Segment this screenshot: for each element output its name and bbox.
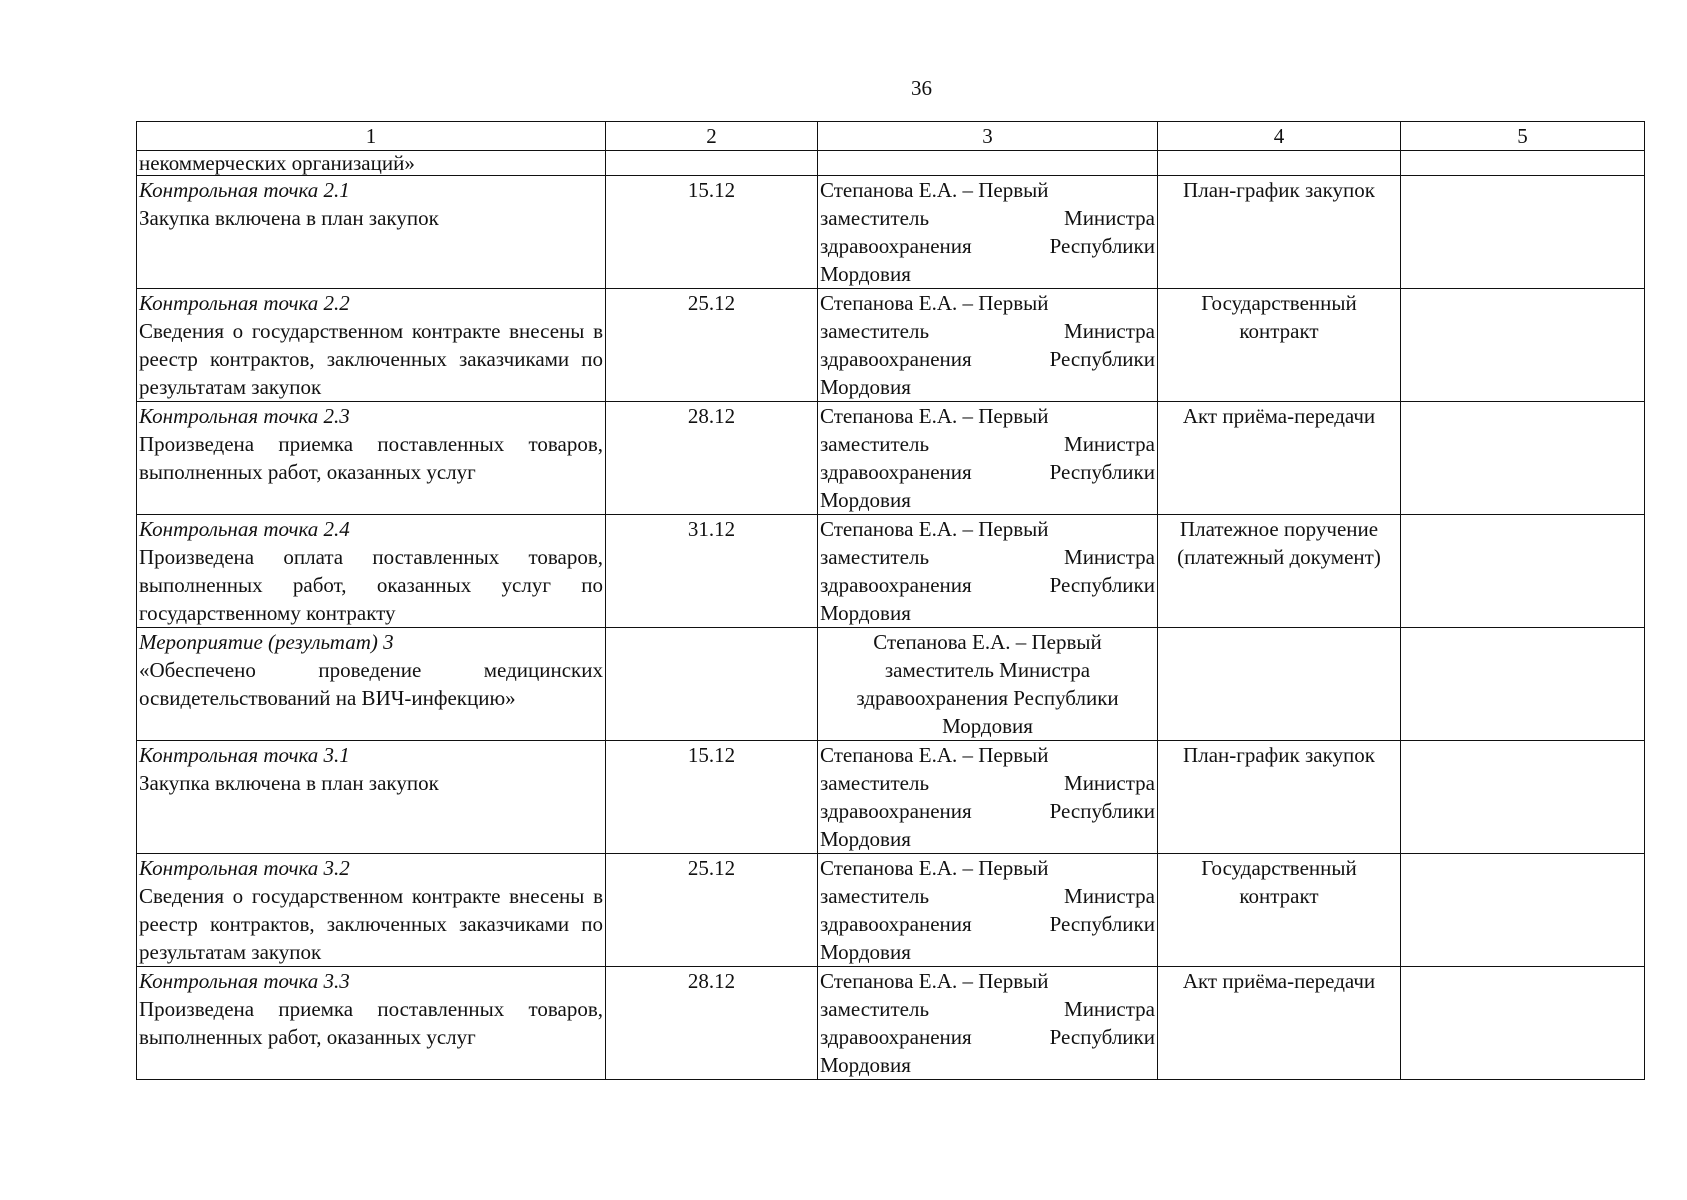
responsible-position: заместитель Министра здравоохранения Республики Мордовия	[820, 997, 1155, 1077]
responsible-position: заместитель Министра здравоохранения Республики Мордовия	[820, 206, 1155, 286]
column-header: 5	[1401, 122, 1645, 151]
responsible-position: заместитель Министра здравоохранения Республики Мордовия	[820, 884, 1155, 964]
responsible-position: заместитель Министра здравоохранения Республики Мордовия	[820, 432, 1155, 512]
responsible-position: заместитель Министра здравоохранения Республики Мордовия	[820, 545, 1155, 625]
checkpoint-label: Контрольная точка 2.2	[139, 291, 350, 315]
checkpoint-text: Произведена приемка поставленных товаров, выполненных работ, оказанных услуг	[139, 997, 603, 1049]
responsible-cell	[818, 402, 1158, 515]
date-cell: 28.12	[606, 967, 818, 1080]
date-cell: 31.12	[606, 515, 818, 628]
table-row	[137, 402, 1645, 515]
col5-cell	[1401, 289, 1645, 402]
date-cell	[606, 628, 818, 741]
responsible-cell	[818, 289, 1158, 402]
result-cell: Акт приёма-передачи	[1158, 967, 1401, 1080]
measure-text: «Обеспечено проведение медицинских освидетельствований на ВИЧ-инфекцию»	[139, 658, 603, 710]
item-cell	[137, 741, 606, 854]
date-cell: 15.12	[606, 741, 818, 854]
continuation-row	[137, 151, 1645, 176]
table-row	[137, 176, 1645, 289]
column-header: 2	[606, 122, 818, 151]
checkpoint-text: Закупка включена в план закупок	[139, 206, 439, 230]
responsible-position: заместитель Министра здравоохранения Республики Мордовия	[820, 771, 1155, 851]
responsible-name: Степанова Е.А. – Первый	[820, 517, 1049, 541]
responsible-cell	[818, 854, 1158, 967]
result-cell: Акт приёма-передачи	[1158, 402, 1401, 515]
responsible-cell	[818, 967, 1158, 1080]
col5-cell	[1401, 402, 1645, 515]
checkpoint-label: Контрольная точка 3.2	[139, 856, 350, 880]
column-header-row	[137, 122, 1645, 151]
item-cell	[137, 176, 606, 289]
responsible-cell	[818, 741, 1158, 854]
item-cell	[137, 515, 606, 628]
date-cell: 25.12	[606, 854, 818, 967]
result-cell	[1158, 628, 1401, 741]
col5-cell	[1401, 967, 1645, 1080]
responsible-name: Степанова Е.А. – Первый	[820, 178, 1049, 202]
checkpoint-label: Контрольная точка 2.4	[139, 517, 350, 541]
responsible-position: заместитель Министра здравоохранения Республики Мордовия	[820, 319, 1155, 399]
result-cell: План-график закупок	[1158, 741, 1401, 854]
col5-cell	[1401, 628, 1645, 741]
item-cell	[137, 402, 606, 515]
responsible-cell	[818, 176, 1158, 289]
checkpoint-text: Закупка включена в план закупок	[139, 771, 439, 795]
table-row	[137, 515, 1645, 628]
page-number: 36	[911, 76, 932, 100]
responsible-name: Степанова Е.А. – Первый	[820, 856, 1049, 880]
col5-cell	[1401, 515, 1645, 628]
result-cell: Государственный контракт	[1158, 854, 1401, 967]
responsible-cell	[818, 628, 1158, 741]
checkpoint-text: Сведения о государственном контракте внесены в реестр контрактов, заключенных заказчиками по результатам закупок	[139, 319, 603, 399]
result-cell: План-график закупок	[1158, 176, 1401, 289]
result-cell: Государственный контракт	[1158, 289, 1401, 402]
item-cell	[137, 854, 606, 967]
date-cell: 25.12	[606, 289, 818, 402]
continuation-text: некоммерческих организаций»	[137, 151, 606, 176]
checkpoint-label: Контрольная точка 2.3	[139, 404, 350, 428]
table-row	[137, 854, 1645, 967]
responsible-position: заместитель Министра здравоохранения Республики Мордовия	[856, 658, 1119, 738]
plan-table	[136, 121, 1645, 1080]
result-cell: Платежное поручение (платежный документ)	[1158, 515, 1401, 628]
item-cell	[137, 289, 606, 402]
responsible-name: Степанова Е.А. – Первый	[820, 291, 1049, 315]
col5-cell	[1401, 854, 1645, 967]
table-row	[137, 741, 1645, 854]
table-row	[137, 967, 1645, 1080]
date-cell: 28.12	[606, 402, 818, 515]
col5-cell	[1401, 741, 1645, 854]
date-cell: 15.12	[606, 176, 818, 289]
item-cell	[137, 967, 606, 1080]
table-row	[137, 628, 1645, 741]
responsible-name: Степанова Е.А. – Первый	[820, 404, 1049, 428]
col5-cell	[1401, 176, 1645, 289]
checkpoint-label: Контрольная точка 3.1	[139, 743, 350, 767]
checkpoint-text: Произведена оплата поставленных товаров, выполненных работ, оказанных услуг по государственному контракту	[139, 545, 603, 625]
measure-label: Мероприятие (результат) 3	[139, 630, 394, 654]
responsible-name: Степанова Е.А. – Первый	[820, 743, 1049, 767]
column-header: 3	[818, 122, 1158, 151]
responsible-name: Степанова Е.А. – Первый	[873, 630, 1102, 654]
table-row	[137, 289, 1645, 402]
item-cell	[137, 628, 606, 741]
responsible-name: Степанова Е.А. – Первый	[820, 969, 1049, 993]
checkpoint-text: Произведена приемка поставленных товаров, выполненных работ, оказанных услуг	[139, 432, 603, 484]
column-header: 4	[1158, 122, 1401, 151]
column-header: 1	[137, 122, 606, 151]
checkpoint-text: Сведения о государственном контракте внесены в реестр контрактов, заключенных заказчиками по результатам закупок	[139, 884, 603, 964]
checkpoint-label: Контрольная точка 3.3	[139, 969, 350, 993]
checkpoint-label: Контрольная точка 2.1	[139, 178, 350, 202]
responsible-cell	[818, 515, 1158, 628]
